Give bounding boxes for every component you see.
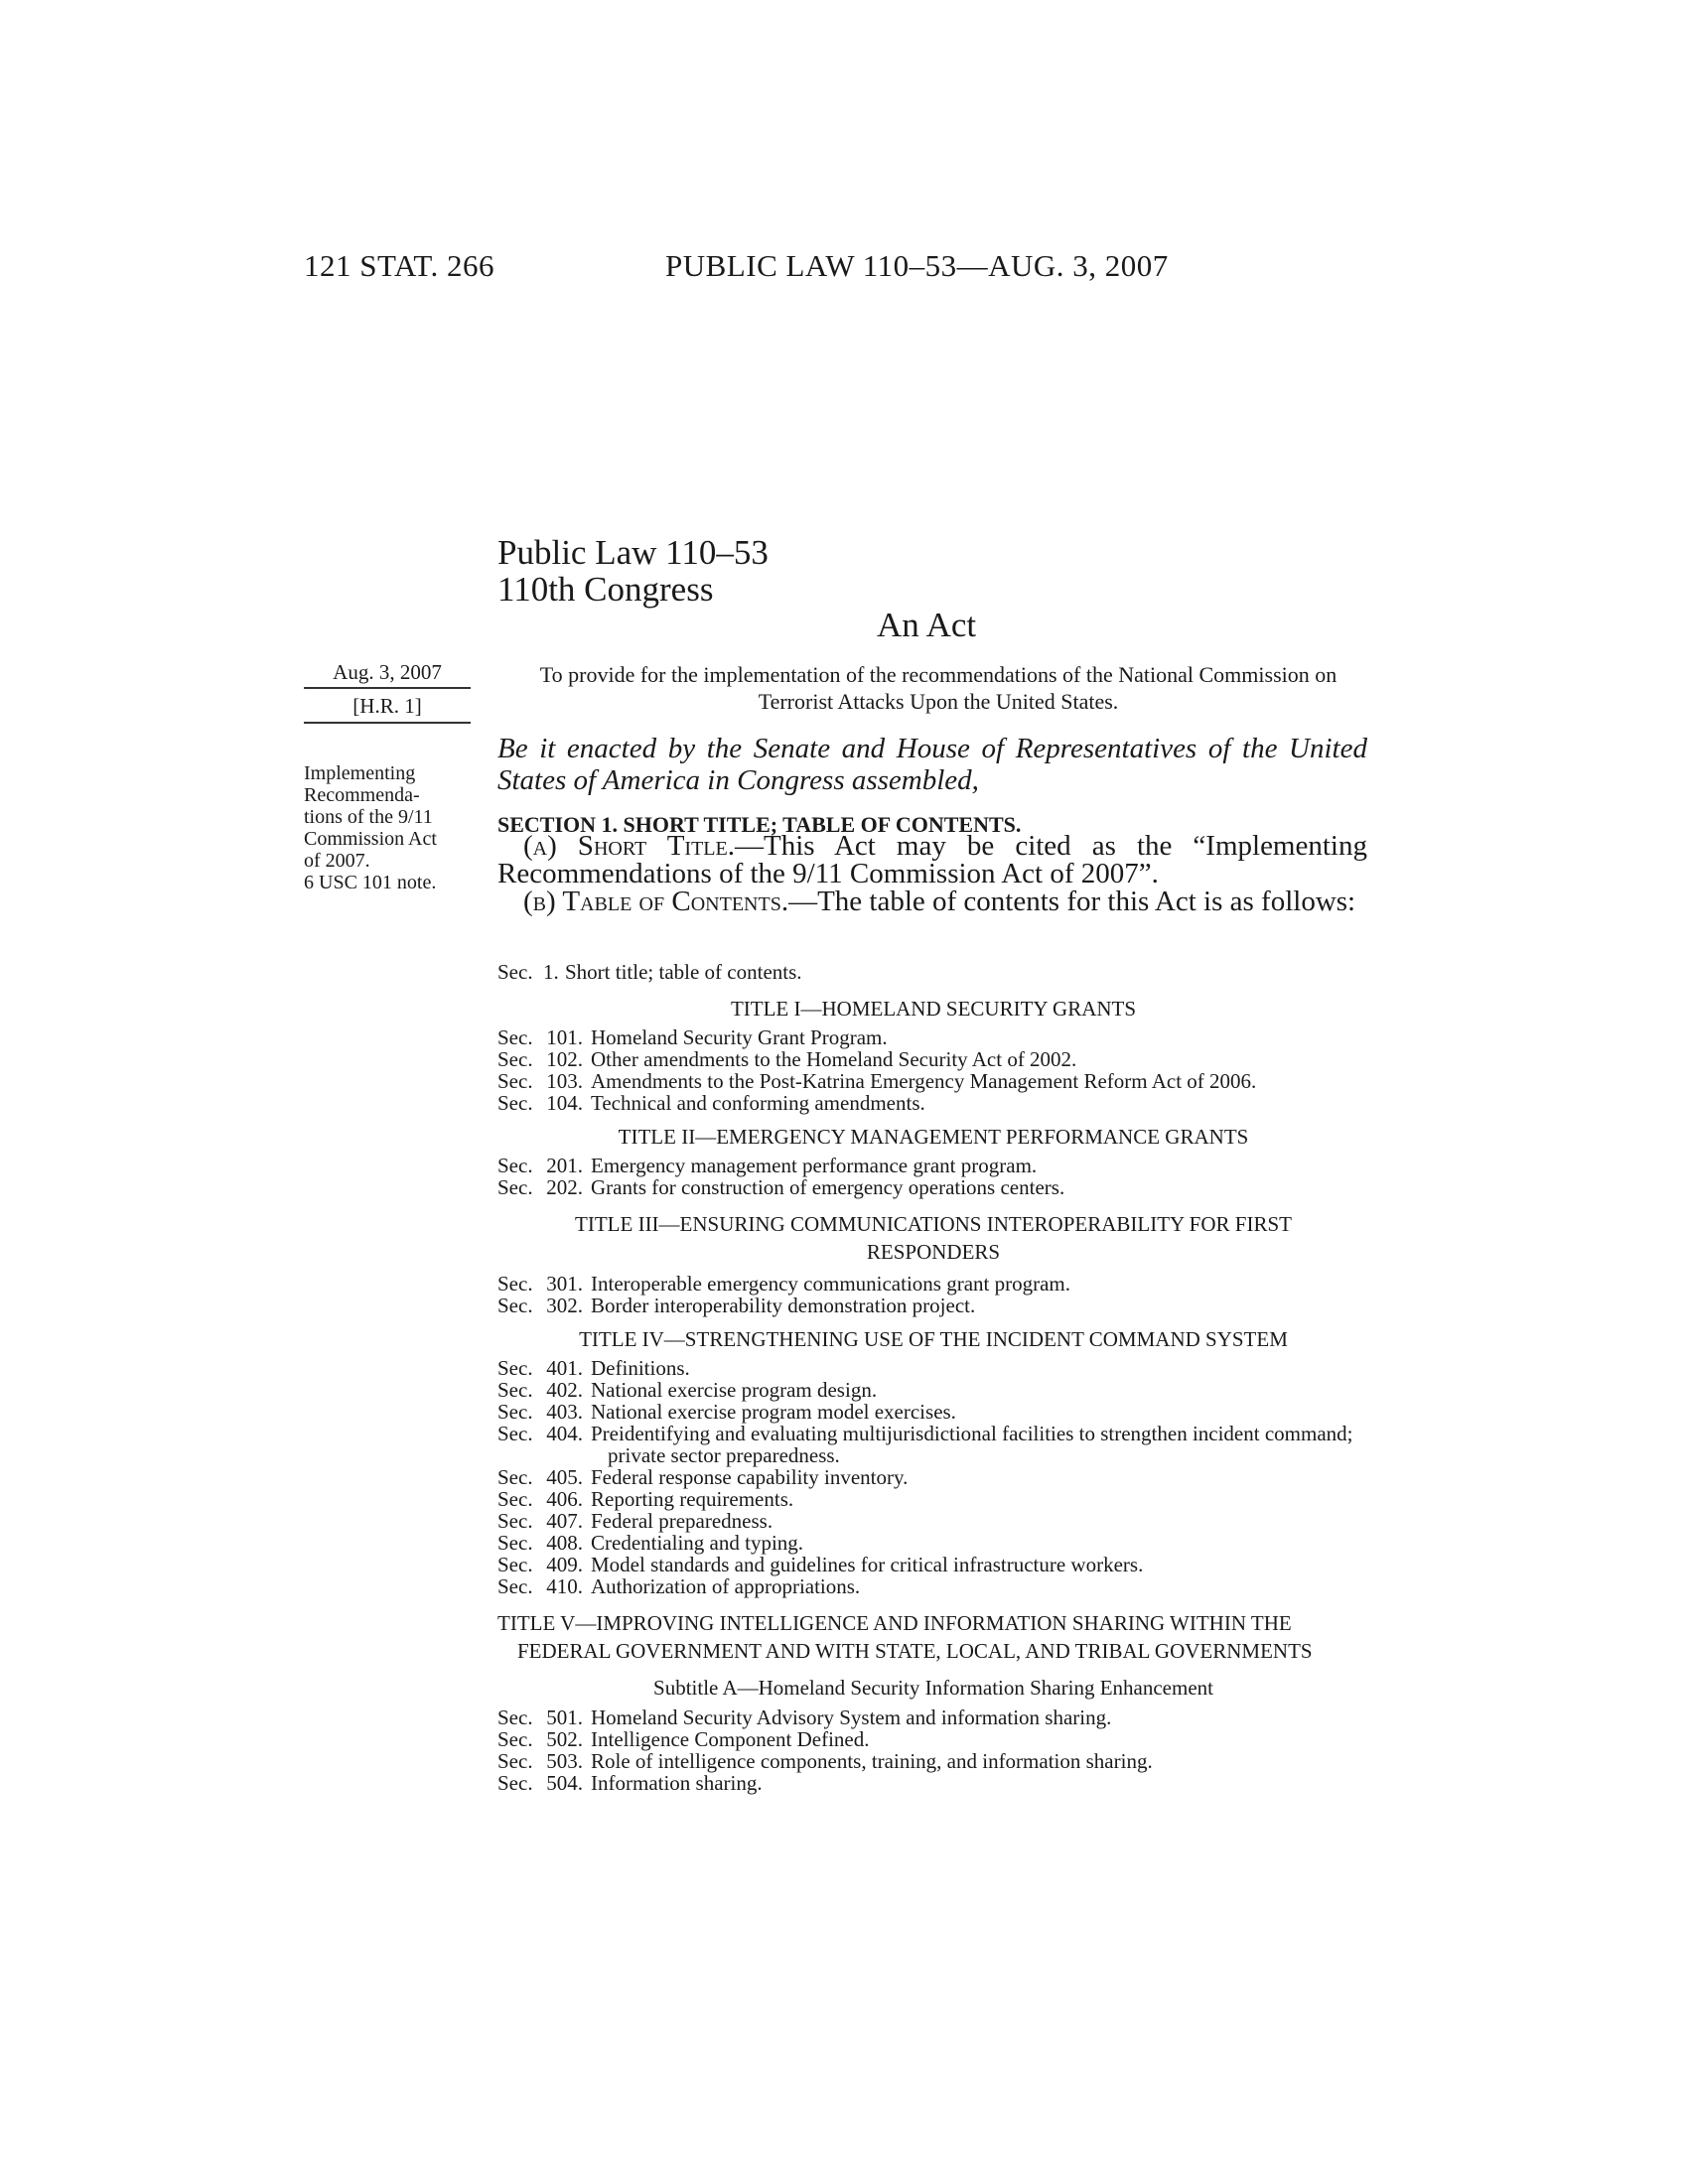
short-title-label: (a) Short Title. bbox=[523, 830, 735, 862]
congress-title: 110th Congress bbox=[497, 570, 714, 609]
toc-text: Homeland Security Grant Program. bbox=[591, 1025, 888, 1049]
toc-sec-label: Sec. bbox=[497, 1400, 533, 1424]
page-stat-number: 121 STAT. 266 bbox=[304, 248, 495, 283]
toc-text: Border interoperability demonstration project. bbox=[591, 1294, 976, 1317]
toc-text: Preidentifying and evaluating multijurisdictional facilities to strengthen incident command; private sector preparedness. bbox=[591, 1422, 1353, 1467]
toc-num: 401. bbox=[546, 1356, 583, 1380]
toc-num: 405. bbox=[546, 1465, 583, 1489]
toc-sec-label: Sec. bbox=[497, 1574, 533, 1598]
toc-text: Other amendments to the Homeland Security Act of 2002. bbox=[591, 1047, 1077, 1071]
toc-group bbox=[497, 1357, 1369, 1597]
toc-num: 104. bbox=[546, 1091, 583, 1115]
toc-num: 501. bbox=[546, 1706, 583, 1729]
toc-title-5: TITLE V—IMPROVING INTELLIGENCE AND INFORMATION SHARING WITHIN THE FEDERAL GOVERNMENT AND WITH STATE, LOCAL, AND TRIBAL GOVERNMENTS bbox=[497, 1611, 1313, 1663]
toc-text: National exercise program model exercises. bbox=[591, 1400, 956, 1424]
toc-num: 406. bbox=[546, 1487, 583, 1511]
toc-entry bbox=[497, 1176, 1369, 1198]
toc-sec-label: Sec. bbox=[497, 1487, 533, 1511]
toc-sec-label: Sec. bbox=[497, 1025, 533, 1049]
toc-text: National exercise program design. bbox=[591, 1378, 878, 1402]
margin-note-line: Recommenda- bbox=[304, 784, 420, 806]
toc-sec-label: Sec. bbox=[497, 1294, 533, 1317]
toc-num: 102. bbox=[546, 1047, 583, 1071]
toc-title-3: TITLE III—ENSURING COMMUNICATIONS INTEROPERABILITY FOR FIRST RESPONDERS bbox=[575, 1212, 1292, 1264]
short-title-text: —This Act may be cited as the “Implementing Recommendations of the 9/11 Commission Act of 2007”. bbox=[497, 830, 1367, 889]
toc-label: (b) Table of Contents. bbox=[523, 886, 789, 917]
toc-entry bbox=[497, 1070, 1369, 1092]
toc-entry bbox=[497, 1155, 1369, 1176]
toc-num: 1. bbox=[543, 960, 559, 984]
toc-num: 503. bbox=[546, 1749, 583, 1773]
toc-num: 408. bbox=[546, 1531, 583, 1555]
toc-text: Model standards and guidelines for critical infrastructure workers. bbox=[591, 1553, 1144, 1576]
margin-date: Aug. 3, 2007 bbox=[333, 660, 442, 684]
toc-sec-label: Sec. bbox=[497, 1272, 533, 1296]
toc-sec-label: Sec. bbox=[497, 1465, 533, 1489]
toc-sec-label: Sec. bbox=[497, 1509, 533, 1533]
an-act-heading: An Act bbox=[877, 606, 977, 644]
toc-entry bbox=[497, 1379, 1369, 1401]
toc-num: 402. bbox=[546, 1378, 583, 1402]
margin-note-line: tions of the 9/11 bbox=[304, 806, 433, 828]
toc-num: 504. bbox=[546, 1771, 583, 1795]
toc-sec-label: Sec. bbox=[497, 1531, 533, 1555]
toc-entry bbox=[497, 1510, 1369, 1532]
toc-group bbox=[497, 1273, 1369, 1316]
toc-sec-label: Sec. bbox=[497, 1069, 533, 1093]
toc-num: 201. bbox=[546, 1154, 583, 1177]
toc-sec-label: Sec. bbox=[497, 1771, 533, 1795]
margin-note-line: of 2007. bbox=[304, 850, 370, 872]
toc-num: 202. bbox=[546, 1175, 583, 1199]
toc-text: Definitions. bbox=[591, 1356, 690, 1380]
toc-num: 404. bbox=[546, 1422, 583, 1445]
toc-entry bbox=[497, 1401, 1369, 1423]
toc-sec-label: Sec. bbox=[497, 1727, 533, 1751]
toc-num: 101. bbox=[546, 1025, 583, 1049]
toc-num: 301. bbox=[546, 1272, 583, 1296]
toc-intro-text: —The table of contents for this Act is as follows: bbox=[788, 886, 1356, 917]
toc-group bbox=[497, 1155, 1369, 1198]
toc-num: 403. bbox=[546, 1400, 583, 1424]
toc-text: Technical and conforming amendments. bbox=[591, 1091, 925, 1115]
toc-entry bbox=[497, 1772, 1369, 1794]
toc-text: Intelligence Component Defined. bbox=[591, 1727, 870, 1751]
margin-bill-number: [H.R. 1] bbox=[352, 694, 422, 718]
toc-entry bbox=[497, 1554, 1369, 1575]
toc-entry bbox=[497, 1488, 1369, 1510]
toc-subtitle-a: Subtitle A—Homeland Security Information Sharing Enhancement bbox=[653, 1676, 1213, 1700]
toc-group bbox=[497, 1706, 1369, 1794]
toc-text: Federal response capability inventory. bbox=[591, 1465, 909, 1489]
toc-entry bbox=[497, 1532, 1369, 1554]
toc-text: Reporting requirements. bbox=[591, 1487, 794, 1511]
toc-entry bbox=[497, 961, 1369, 983]
toc-num: 502. bbox=[546, 1727, 583, 1751]
toc-title-1: TITLE I—HOMELAND SECURITY GRANTS bbox=[730, 997, 1137, 1021]
toc-group bbox=[497, 1026, 1369, 1114]
toc-entry bbox=[497, 1706, 1369, 1728]
toc-sec-label: Sec. bbox=[497, 1091, 533, 1115]
toc-title-4: TITLE IV—STRENGTHENING USE OF THE INCIDENT COMMAND SYSTEM bbox=[579, 1327, 1288, 1351]
toc-entry bbox=[497, 1750, 1369, 1772]
toc-sec-label: Sec. bbox=[497, 1749, 533, 1773]
toc-entry bbox=[497, 1273, 1369, 1295]
toc-entry bbox=[497, 1728, 1369, 1750]
margin-note-line: Commission Act bbox=[304, 828, 437, 850]
toc-entry bbox=[497, 1466, 1369, 1488]
short-title-paragraph bbox=[497, 832, 1367, 887]
margin-rule bbox=[304, 722, 471, 724]
toc-num: 409. bbox=[546, 1553, 583, 1576]
toc-entry bbox=[497, 1092, 1369, 1114]
toc-text: Interoperable emergency communications grant program. bbox=[591, 1272, 1071, 1296]
toc-entry bbox=[497, 1048, 1369, 1070]
toc-sec-label: Sec. bbox=[497, 1706, 533, 1729]
enacting-clause: Be it enacted by the Senate and House of Representatives of the United States of America in Congress assembled, bbox=[497, 733, 1367, 796]
toc-sec-label: Sec. bbox=[497, 1154, 533, 1177]
toc-sec-label: Sec. bbox=[497, 1356, 533, 1380]
toc-text: Homeland Security Advisory System and information sharing. bbox=[591, 1706, 1112, 1729]
margin-rule bbox=[304, 687, 471, 689]
margin-note bbox=[304, 762, 473, 893]
table-of-contents bbox=[497, 961, 1369, 1794]
toc-text: Grants for construction of emergency operations centers. bbox=[591, 1175, 1065, 1199]
toc-sec-label: Sec. bbox=[497, 960, 533, 984]
toc-text: Role of intelligence components, training, and information sharing. bbox=[591, 1749, 1153, 1773]
toc-intro-paragraph bbox=[497, 887, 1367, 915]
toc-title-2: TITLE II—EMERGENCY MANAGEMENT PERFORMANCE GRANTS bbox=[618, 1125, 1249, 1149]
toc-entry bbox=[497, 1357, 1369, 1379]
toc-num: 103. bbox=[546, 1069, 583, 1093]
running-header: PUBLIC LAW 110–53—AUG. 3, 2007 bbox=[665, 248, 1169, 283]
margin-note-line: Implementing bbox=[304, 762, 416, 784]
toc-text: Emergency management performance grant program. bbox=[591, 1154, 1038, 1177]
toc-text: Short title; table of contents. bbox=[565, 960, 802, 984]
toc-entry bbox=[497, 1575, 1369, 1597]
toc-text: Information sharing. bbox=[591, 1771, 763, 1795]
toc-entry bbox=[497, 1026, 1369, 1048]
toc-num: 410. bbox=[546, 1574, 583, 1598]
margin-note-line: 6 USC 101 note. bbox=[304, 872, 437, 893]
toc-text: Authorization of appropriations. bbox=[591, 1574, 861, 1598]
toc-num: 407. bbox=[546, 1509, 583, 1533]
toc-text: Amendments to the Post-Katrina Emergency Management Reform Act of 2006. bbox=[591, 1069, 1257, 1093]
toc-sec-label: Sec. bbox=[497, 1175, 533, 1199]
toc-entry bbox=[497, 1423, 1369, 1466]
toc-num: 302. bbox=[546, 1294, 583, 1317]
toc-text: Federal preparedness. bbox=[591, 1509, 774, 1533]
toc-sec-label: Sec. bbox=[497, 1378, 533, 1402]
toc-sec-label: Sec. bbox=[497, 1553, 533, 1576]
toc-sec-label: Sec. bbox=[497, 1047, 533, 1071]
toc-text: Credentialing and typing. bbox=[591, 1531, 804, 1555]
section-1-heading: SECTION 1. SHORT TITLE; TABLE OF CONTENTS. bbox=[497, 812, 1022, 837]
purpose-clause: To provide for the implementation of the recommendations of the National Commission on Terrorist Attacks Upon the United States. bbox=[539, 662, 1337, 714]
public-law-title: Public Law 110–53 bbox=[497, 533, 769, 572]
toc-entry bbox=[497, 1295, 1369, 1316]
toc-sec-label: Sec. bbox=[497, 1422, 533, 1445]
